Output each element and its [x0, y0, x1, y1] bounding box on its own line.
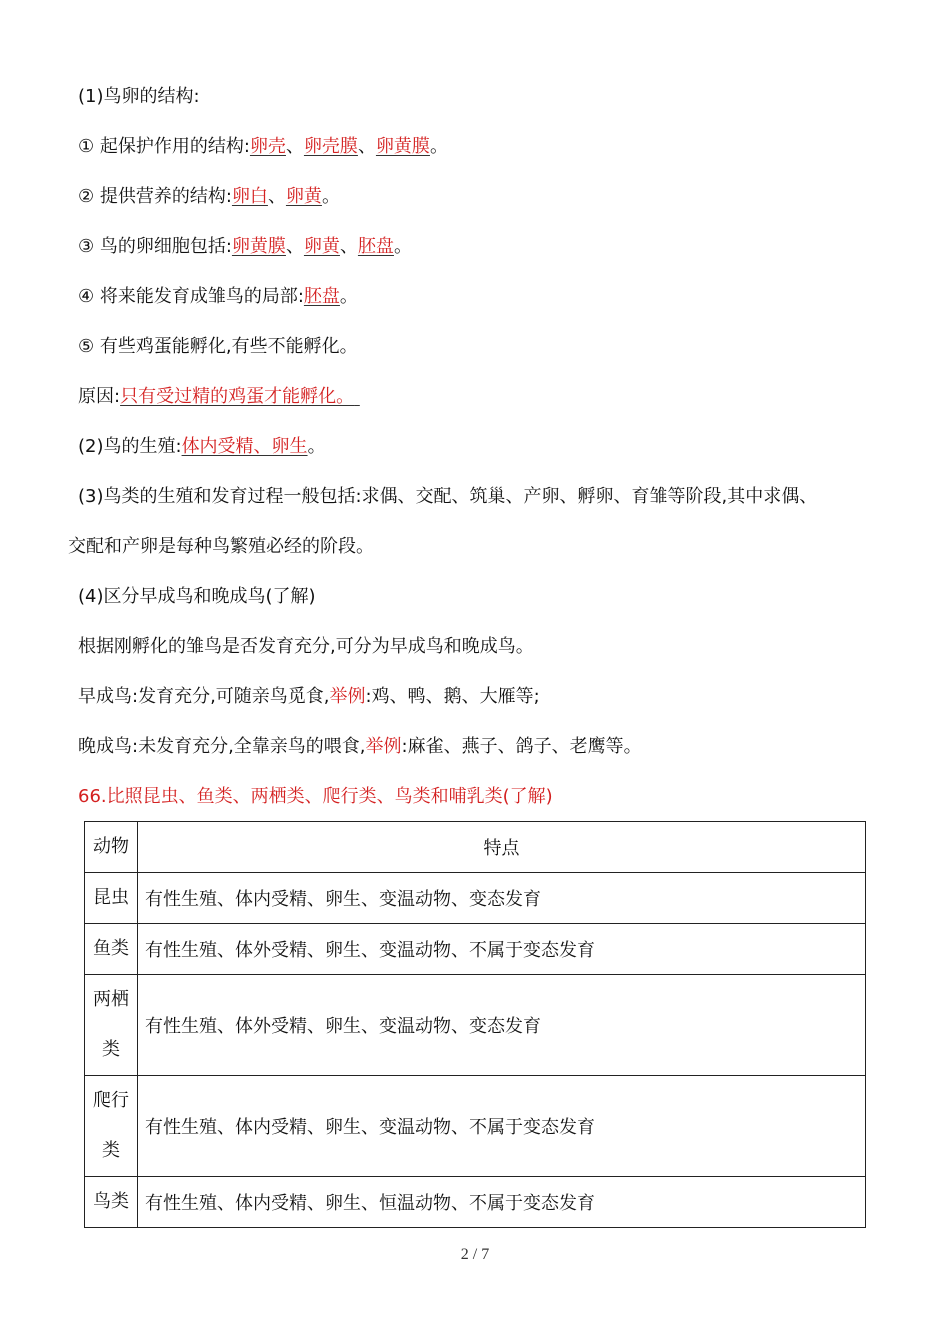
early-bird-prefix: 早成鸟:发育充分,可随亲鸟觅食, [78, 686, 330, 707]
cell-animal: 昆虫 [85, 873, 138, 924]
egg-item-2-prefix: ② 提供营养的结构: [78, 186, 232, 207]
answer-yolk-membrane: 卵黄膜 [231, 236, 286, 257]
egg-item-3-prefix: ③ 鸟的卵细胞包括: [78, 236, 232, 257]
period: 。 [339, 286, 358, 307]
cell-traits: 有性生殖、体外受精、卵生、变温动物、不属于变态发育 [138, 924, 866, 975]
answer-germinal-disc: 胚盘 [357, 236, 394, 257]
page-number: 2 / 7 [460, 1246, 490, 1263]
header-traits: 特点 [138, 822, 866, 873]
late-bird-line [78, 734, 642, 760]
egg-structure-title: (1)鸟卵的结构: [78, 86, 200, 107]
separator: 、 [267, 186, 286, 207]
egg-item-1-prefix: ① 起保护作用的结构: [78, 136, 250, 157]
table-row [85, 975, 866, 1076]
answer-shell: 卵壳 [249, 136, 286, 157]
egg-item-2 [78, 184, 340, 210]
cell-traits: 有性生殖、体内受精、卵生、变温动物、不属于变态发育 [138, 1076, 866, 1177]
egg-item-4 [78, 284, 358, 310]
early-bird-line [78, 684, 540, 710]
reproduction-line [78, 434, 326, 460]
late-bird-examples: :麻雀、燕子、鸽子、老鹰等。 [401, 736, 642, 757]
egg-item-4-prefix: ④ 将来能发育成雏鸟的局部: [78, 286, 304, 307]
cell-animal: 鱼类 [85, 924, 138, 975]
answer-yolk: 卵黄 [285, 186, 322, 207]
animal-traits-table [84, 821, 866, 1228]
example-label: 举例 [329, 686, 366, 707]
birds-title: (4)区分早成鸟和晚成鸟(了解) [78, 586, 316, 607]
separator: 、 [357, 136, 376, 157]
period: 。 [393, 236, 412, 257]
process-line-2: 交配和产卵是每种鸟繁殖必经的阶段。 [68, 536, 374, 557]
example-label: 举例 [365, 736, 402, 757]
answer-reproduction: 体内受精、卵生 [181, 436, 308, 457]
separator: 、 [339, 236, 358, 257]
table-row [85, 1177, 866, 1228]
table-row [85, 873, 866, 924]
birds-intro: 根据刚孵化的雏鸟是否发育充分,可分为早成鸟和晚成鸟。 [78, 636, 534, 657]
header-animal: 动物 [85, 822, 138, 873]
cell-traits: 有性生殖、体内受精、卵生、恒温动物、不属于变态发育 [138, 1177, 866, 1228]
table-row [85, 924, 866, 975]
process-line-1: (3)鸟类的生殖和发育过程一般包括:求偶、交配、筑巢、产卵、孵卵、育雏等阶段,其中求偶、 [78, 486, 818, 507]
egg-item-3 [78, 234, 412, 260]
cell-animal: 鸟类 [85, 1177, 138, 1228]
answer-albumen: 卵白 [231, 186, 268, 207]
answer-yolk-membrane: 卵黄膜 [375, 136, 430, 157]
egg-item-1 [78, 134, 448, 160]
table-row [85, 1076, 866, 1177]
separator: 、 [285, 236, 304, 257]
answer-yolk: 卵黄 [303, 236, 340, 257]
answer-germinal-disc: 胚盘 [303, 286, 340, 307]
period: 。 [321, 186, 340, 207]
late-bird-prefix: 晚成鸟:未发育充分,全靠亲鸟的喂食, [78, 736, 366, 757]
period: 。 [307, 436, 326, 457]
cell-traits: 有性生殖、体外受精、卵生、变温动物、变态发育 [138, 975, 866, 1076]
section-66-heading: 66.比照昆虫、鱼类、两栖类、爬行类、鸟类和哺乳类(了解) [78, 786, 553, 807]
cell-traits: 有性生殖、体内受精、卵生、变温动物、变态发育 [138, 873, 866, 924]
separator: 、 [285, 136, 304, 157]
answer-reason: 只有受过精的鸡蛋才能孵化。 [120, 386, 355, 407]
table-header-row [85, 822, 866, 873]
early-bird-examples: :鸡、鸭、鹅、大雁等; [365, 686, 540, 707]
answer-blank-tail [354, 386, 360, 407]
cell-animal: 爬行类 [85, 1076, 138, 1177]
cell-animal: 两栖类 [85, 975, 138, 1076]
period: 。 [429, 136, 448, 157]
answer-shell-membrane: 卵壳膜 [303, 136, 358, 157]
reproduction-prefix: (2)鸟的生殖: [78, 436, 182, 457]
reason-prefix: 原因: [78, 386, 121, 407]
egg-item-5: ⑤ 有些鸡蛋能孵化,有些不能孵化。 [78, 336, 358, 357]
reason-line [78, 384, 360, 410]
